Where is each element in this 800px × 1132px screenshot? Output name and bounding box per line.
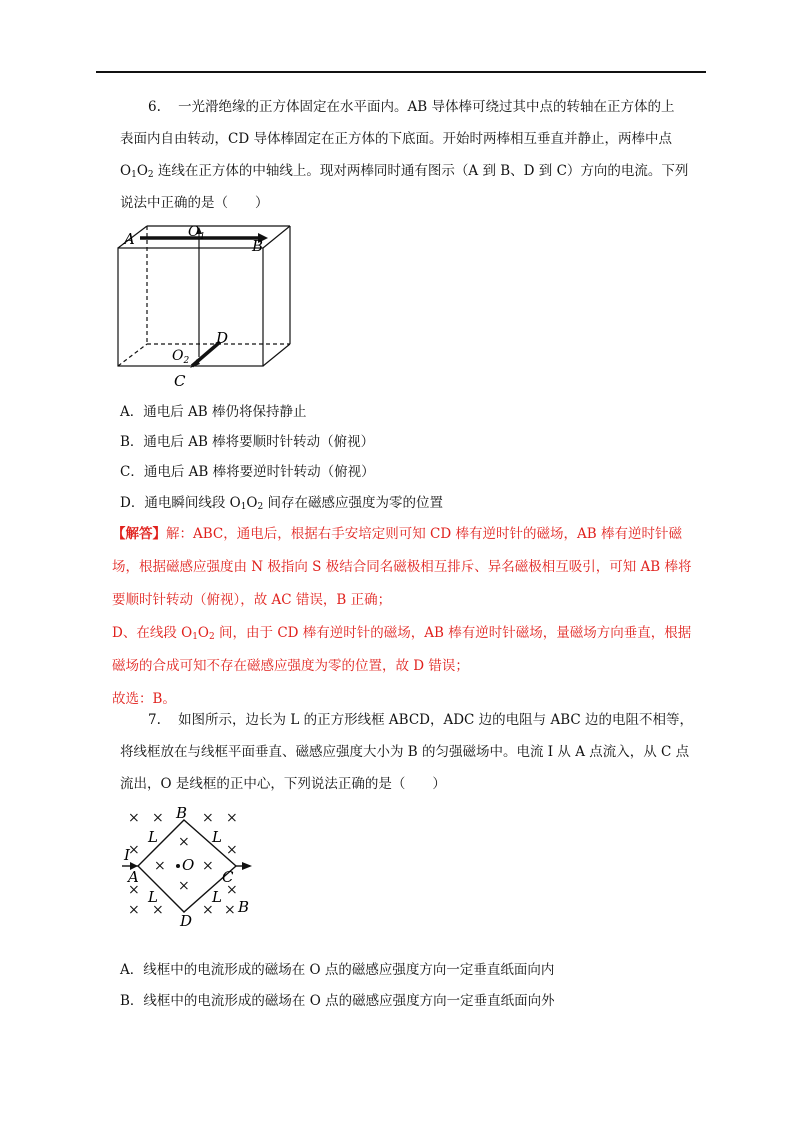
label-c: C [174, 372, 186, 390]
cross-14: × [152, 902, 164, 918]
q6-stem-line-2: 表面内自由转动，CD 导体棒固定在正方体的下底面。开始时两棒相互垂直并静止，两棒中点 [120, 131, 672, 147]
cross-6: × [178, 834, 190, 850]
center-point-o [176, 864, 180, 868]
q6-stem-line-1: 一光滑绝缘的正方体固定在水平面内。AB 导体棒可绕过其中点的转轴在正方体的上 [178, 99, 675, 115]
q6-option-c[interactable]: C．通电后 AB 棒将要逆时针转动（俯视） [120, 464, 375, 480]
label-d: D [216, 329, 229, 347]
cross-1: × [128, 810, 140, 826]
header-rule [96, 71, 706, 73]
label-field-b: B [238, 898, 250, 916]
q7-option-b[interactable]: B．线框中的电流形成的磁场在 O 点的磁感应强度方向一定垂直纸面向外 [120, 993, 555, 1009]
label-b: B [176, 804, 188, 822]
cross-7: × [226, 842, 238, 858]
q7-stem [120, 705, 710, 735]
q6-option-a[interactable]: A．通电后 AB 棒仍将保持静止 [120, 404, 307, 420]
label-d: D [180, 912, 193, 930]
cube-hidden-diagonal [118, 344, 147, 366]
q7-number: 7. [148, 712, 161, 728]
cross-16: × [224, 902, 236, 918]
q6-cube-figure [110, 222, 300, 392]
cross-10: × [128, 882, 140, 898]
cross-9: × [202, 858, 214, 874]
answer-final: 故选：B。 [112, 691, 176, 707]
cross-12: × [226, 882, 238, 898]
cross-2: × [152, 810, 164, 826]
label-o2: $O_2$ [172, 348, 190, 366]
label-a: A [124, 230, 135, 248]
label-l-ab: L [148, 828, 158, 846]
cross-5: × [128, 842, 140, 858]
cross-15: × [202, 902, 214, 918]
answer-line-2: 场，根据磁感应强度由 N 极指向 S 极结合同名磁极相互排斥、异名磁极相互吸引，可知 AB 棒将 [112, 559, 692, 575]
cross-13: × [128, 902, 140, 918]
label-b: B [252, 237, 264, 255]
q6-stem [120, 92, 710, 122]
label-l-dc: L [212, 888, 222, 906]
cross-4: × [226, 810, 238, 826]
label-c: C [222, 868, 234, 886]
cube-front-face [118, 248, 263, 366]
q7-stem-line-3: 流出，O 是线框的正中心，下列说法正确的是（ ） [120, 776, 446, 792]
q6-option-b[interactable]: B．通电后 AB 棒将要顺时针转动（俯视） [120, 434, 375, 450]
label-l-bc: L [212, 828, 222, 846]
label-o1: $O_1$ [188, 224, 206, 242]
q7-stem-line-1: 如图所示，边长为 L 的正方形线框 ABCD，ADC 边的电阻与 ABC 边的电阻不相等， [178, 712, 693, 728]
current-out-arrow [242, 862, 252, 870]
answer-tag: 【解答】 [112, 526, 166, 542]
answer-line-1: 解：ABC，通电后，根据右手安培定则可知 CD 棒有逆时针的磁场，AB 棒有逆时针磁 [166, 526, 682, 542]
answer-line-4: D、在线段 $O_1O_2$ 间，由于 CD 棒有逆时针的磁场，AB 棒有逆时针磁场，量磁场方向垂直，根据 [112, 625, 692, 642]
answer-line-5: 磁场的合成可知不存在磁感应强度为零的位置，故 D 错误； [112, 658, 469, 674]
q6-number: 6. [148, 99, 161, 115]
q6-answer [112, 518, 712, 716]
q6-stem-line-3: $O_1O_2$ 连线在正方体的中轴线上。现对两棒同时通有图示（A 到 B、D 到 C）方向的电流。下列 [120, 163, 689, 180]
q6-option-d[interactable]: D．通电瞬间线段 $O_1O_2$ 间存在磁感应强度为零的位置 [120, 495, 444, 512]
label-i: I [124, 846, 130, 864]
q7-stem-line-2: 将线框放在与线框平面垂直、磁感应强度大小为 B 的匀强磁场中。电流 I 从 A 点流入，从 C 点 [120, 744, 690, 760]
cross-3: × [202, 810, 214, 826]
cross-8: × [154, 858, 166, 874]
cross-11: × [178, 878, 190, 894]
q7-frame-figure [118, 804, 268, 930]
label-l-ad: L [148, 888, 158, 906]
answer-line-3: 要顺时针转动（俯视），故 AC 错误，B 正确； [112, 592, 392, 608]
q6-stem-line-4: 说法中正确的是（ ） [120, 195, 269, 211]
q7-option-a[interactable]: A．线框中的电流形成的磁场在 O 点的磁感应强度方向一定垂直纸面向内 [120, 962, 555, 978]
label-o: O [182, 856, 195, 874]
label-a: A [128, 868, 139, 886]
